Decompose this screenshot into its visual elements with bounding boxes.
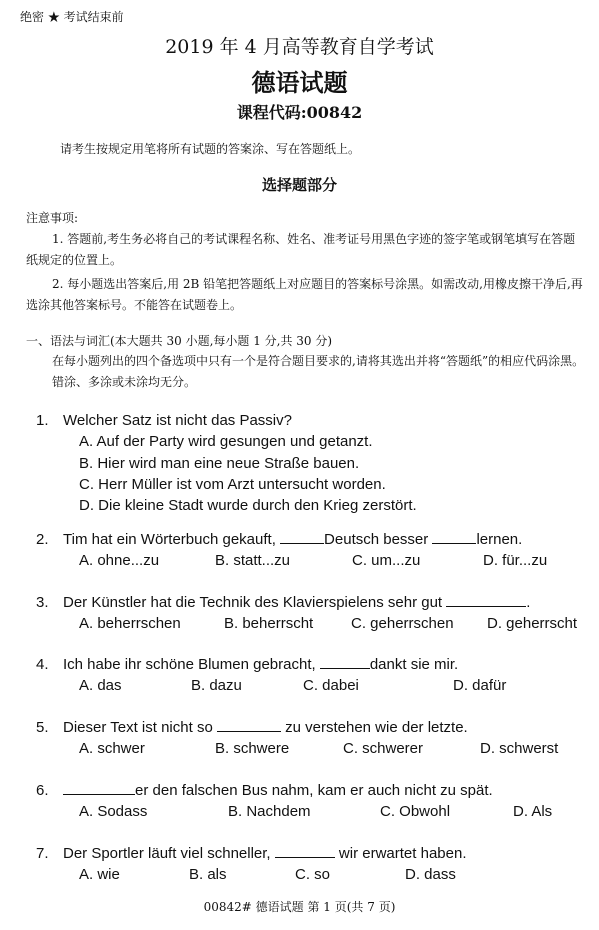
option-a: A. beherrschen <box>79 615 181 632</box>
option-b: B. dazu <box>191 677 242 694</box>
option-a: A. Sodass <box>79 803 148 820</box>
option-b: B. als <box>189 866 227 883</box>
question-stem <box>36 719 468 736</box>
question-text: Ich habe ihr schöne Blumen gebracht, <box>63 656 320 673</box>
page-footer: 00842# 德语试题 第 1 页(共 7 页) <box>203 900 396 914</box>
option-d: D. schwerst <box>480 740 559 757</box>
option-d: D. dass <box>405 866 456 883</box>
question-text: Welcher Satz ist nicht das Passiv? <box>63 412 292 429</box>
option-d: D. Als <box>513 803 553 820</box>
question-number: 5. <box>36 719 49 736</box>
option-c: C. so <box>295 866 331 883</box>
question-text: . <box>526 594 531 611</box>
secret-mark: 绝密 ★ 考试结束前 <box>20 10 124 24</box>
question-number: 7. <box>36 845 49 862</box>
question-text: wir erwartet haben. <box>334 845 467 862</box>
part-heading: 一、语法与词汇(本大题共 30 小题,每小题 1 分,共 30 分) <box>26 334 333 348</box>
question-number: 1. <box>36 412 49 429</box>
course-code: 课程代码:00842 <box>236 103 363 122</box>
option-a: A. ohne...zu <box>79 552 160 569</box>
question-stem <box>36 782 493 799</box>
answer-blank <box>432 531 476 544</box>
option-b: B. beherrscht <box>224 615 314 632</box>
notes-heading: 注意事项: <box>26 211 79 225</box>
option-d: D. geherrscht <box>487 615 578 632</box>
answer-blank <box>446 594 526 607</box>
question-stem <box>36 594 530 611</box>
exam-title: 2019 年 4 月高等教育自学考试 <box>165 36 434 58</box>
option-c: C. geherrschen <box>351 615 454 632</box>
option-c: C. schwerer <box>343 740 424 757</box>
question-text: Tim hat ein Wörterbuch gekauft, <box>63 531 281 548</box>
option-a: A. schwer <box>79 740 145 757</box>
question-number: 2. <box>36 531 49 548</box>
option-c: C. um...zu <box>352 552 421 569</box>
question-stem <box>36 656 458 673</box>
question-number: 3. <box>36 594 49 611</box>
option-d: D. Die kleine Stadt wurde durch den Krieg zerstört. <box>79 497 417 514</box>
option-b: B. statt...zu <box>215 552 291 569</box>
section-title: 选择题部分 <box>261 176 337 194</box>
question-stem <box>36 531 522 548</box>
option-c: C. Obwohl <box>380 803 451 820</box>
note-item: 1. 答题前,考生务必将自己的考试课程名称、姓名、准考证号用黑色字迹的签字笔或钢笔填写在答题纸规定的位置上。 <box>26 232 576 267</box>
option-a: A. wie <box>79 866 120 883</box>
option-a: A. Auf der Party wird gesungen und getanzt. <box>79 433 373 450</box>
question-text: zu verstehen wie der letzte. <box>280 719 468 736</box>
option-c: C. dabei <box>303 677 359 694</box>
answer-blank <box>275 845 335 858</box>
option-b: B. schwere <box>215 740 290 757</box>
option-b: B. Nachdem <box>228 803 311 820</box>
question-text: Dieser Text ist nicht so <box>63 719 217 736</box>
option-b: B. Hier wird man eine neue Straße bauen. <box>79 455 360 472</box>
option-c: C. Herr Müller ist vom Arzt untersucht worden. <box>79 476 386 493</box>
option-a: A. das <box>79 677 122 694</box>
answer-blank <box>320 656 370 669</box>
question-text: dankt sie mir. <box>369 656 459 673</box>
subject-title: 德语试题 <box>251 68 348 97</box>
question-stem <box>36 845 467 862</box>
answer-instruction: 请考生按规定用笔将所有试题的答案涂、写在答题纸上。 <box>60 142 361 156</box>
answer-blank <box>280 531 324 544</box>
question-text: Der Sportler läuft viel schneller, <box>63 845 275 862</box>
question-number: 6. <box>36 782 49 799</box>
question-text: Deutsch besser <box>324 531 433 548</box>
part-description: 在每小题列出的四个备选项中只有一个是符合题目要求的,请将其选出并将“答题纸”的相应代码涂黑。错涂、多涂或未涂均无分。 <box>52 354 585 389</box>
answer-blank <box>63 782 135 795</box>
answer-blank <box>217 719 281 732</box>
question-text: lernen. <box>476 531 523 548</box>
note-item: 2. 每小题选出答案后,用 2B 铅笔把答题纸上对应题目的答案标号涂黑。如需改动,用橡皮擦干净后,再选涂其他答案标号。不能答在试题卷上。 <box>26 277 583 312</box>
question-text: er den falschen Bus nahm, kam er auch nicht zu spät. <box>135 782 493 799</box>
question-text: Der Künstler hat die Technik des Klavierspielens sehr gut <box>63 594 447 611</box>
question-stem <box>36 412 292 429</box>
option-d: D. für...zu <box>483 552 548 569</box>
option-d: D. dafür <box>453 677 507 694</box>
question-number: 4. <box>36 656 49 673</box>
